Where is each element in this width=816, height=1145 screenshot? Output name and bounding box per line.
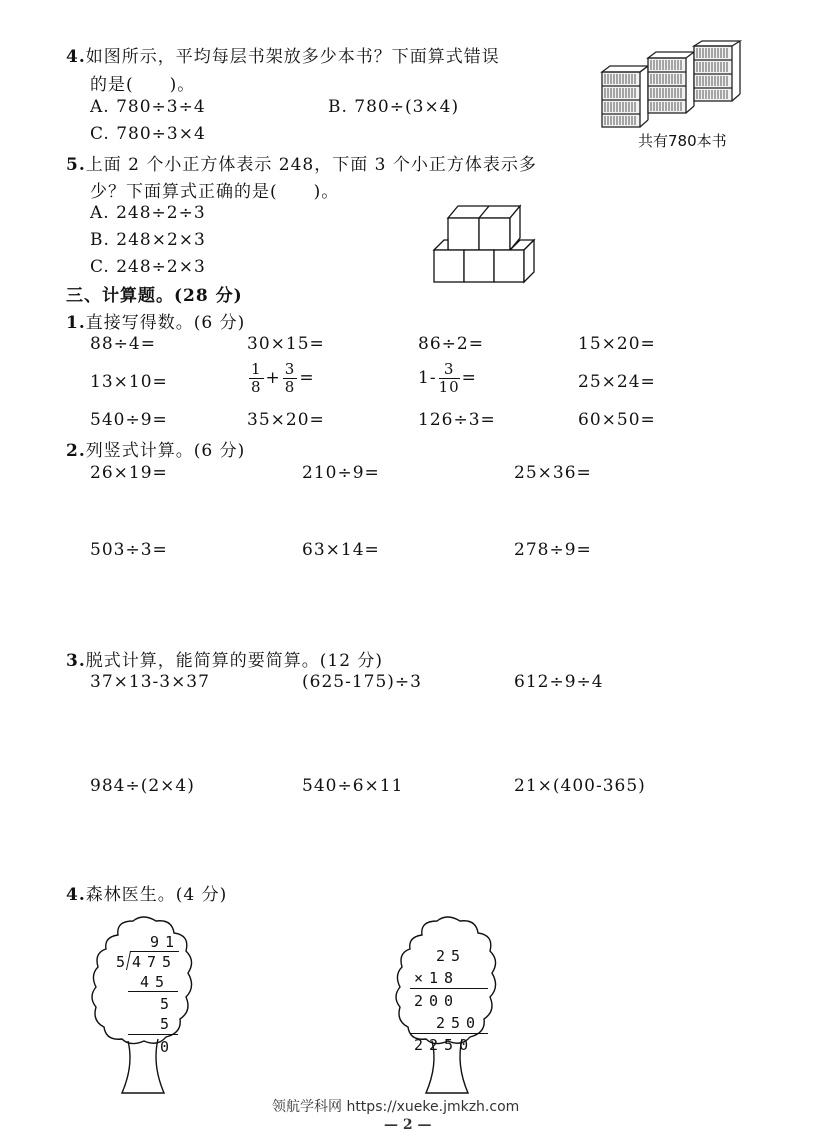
denominator: 8 <box>251 378 262 396</box>
p1-r3-c4: 60×50= <box>578 410 656 430</box>
q4-option-b[interactable]: B. 780÷(3×4) <box>328 97 460 117</box>
plus-sign: + <box>265 368 281 388</box>
q5-line2: 少？下面算式正确的是( )。 <box>90 182 340 202</box>
part2-number: 2. <box>66 441 86 461</box>
watermark[interactable]: 领航学科网 https://xueke.jmkzh.com <box>272 1099 520 1115</box>
divider-line <box>410 988 488 989</box>
p1-r1-c3: 86÷2= <box>418 334 484 354</box>
part3-heading <box>66 646 383 671</box>
tree1-quotient: 91 <box>150 933 181 951</box>
q4-line1 <box>66 42 500 67</box>
fraction-3-8 <box>283 361 298 396</box>
p1-r2-c3 <box>418 361 477 396</box>
one-minus: 1- <box>418 368 437 388</box>
bookshelf-caption: 共有780本书 <box>638 132 727 150</box>
p2-r2-c1: 503÷3= <box>90 540 168 560</box>
numerator: 1 <box>251 360 262 378</box>
q5-option-a[interactable]: A. 248÷2÷3 <box>90 203 206 223</box>
part1-title: 直接写得数。(6 分) <box>85 313 246 333</box>
p1-r3-c2: 35×20= <box>247 410 325 430</box>
q5-option-c[interactable]: C. 248÷2×3 <box>90 257 206 277</box>
p2-r1-c2: 210÷9= <box>302 463 380 483</box>
divider-line <box>410 1033 488 1034</box>
p3-r2-c3: 21×(400-365) <box>514 776 646 796</box>
divider-line <box>128 991 178 992</box>
tree2-partial1: 200 <box>414 992 460 1010</box>
p3-r1-c1: 37×13-3×37 <box>90 672 210 692</box>
tree1-dividend: 475 <box>132 953 178 971</box>
p1-r1-c1: 88÷4= <box>90 334 156 354</box>
p2-r2-c2: 63×14= <box>302 540 380 560</box>
p1-r2-c1: 13×10= <box>90 372 168 392</box>
fraction-3-10 <box>439 361 460 396</box>
part4-number: 4. <box>66 885 86 905</box>
tree-division <box>88 915 198 1105</box>
p3-r1-c2: (625-175)÷3 <box>302 672 422 692</box>
tree1-step2: 5 <box>160 995 176 1013</box>
p1-r1-c2: 30×15= <box>247 334 325 354</box>
tree1-step3: 5 <box>160 1015 176 1033</box>
tree1-divisor: 5 <box>116 953 132 971</box>
tree2-multiplier: ×18 <box>414 969 460 987</box>
part3-number: 3. <box>66 651 86 671</box>
page-number: — 2 — <box>384 1117 432 1133</box>
equals-sign: = <box>299 368 315 388</box>
divider-line <box>128 1034 178 1035</box>
numerator: 3 <box>439 361 460 379</box>
denominator: 10 <box>438 378 460 396</box>
p1-r1-c4: 15×20= <box>578 334 656 354</box>
p1-r2-c4: 25×24= <box>578 372 656 392</box>
part3-title: 脱式计算，能简算的要简算。(12 分) <box>85 651 384 671</box>
p3-r1-c3: 612÷9÷4 <box>514 672 604 692</box>
p2-r1-c3: 25×36= <box>514 463 592 483</box>
p3-r2-c1: 984÷(2×4) <box>90 776 195 796</box>
q5-option-b[interactable]: B. 248×2×3 <box>90 230 206 250</box>
equals-sign: = <box>461 368 477 388</box>
tree2-partial2: 250 <box>436 1014 482 1032</box>
p1-r2-c2 <box>247 361 315 396</box>
cubes-illustration <box>430 200 540 285</box>
tree-icon <box>392 915 502 1105</box>
part4-heading <box>66 880 227 905</box>
part1-number: 1. <box>66 313 86 333</box>
p1-r3-c1: 540÷9= <box>90 410 168 430</box>
q4-number: 4. <box>66 47 86 67</box>
q5-text: 上面 2 个小正方体表示 248，下面 3 个小正方体表示多 <box>85 155 537 175</box>
p3-r2-c2: 540÷6×11 <box>302 776 404 796</box>
part2-heading <box>66 436 245 461</box>
q4-text: 如图所示，平均每层书架放多少本书？下面算式错误 <box>85 47 500 67</box>
p1-r3-c3: 126÷3= <box>418 410 496 430</box>
tree2-top: 25 <box>436 947 467 965</box>
fraction-1-8 <box>249 361 264 396</box>
part1-heading <box>66 308 245 333</box>
denominator: 8 <box>284 378 296 396</box>
p2-r1-c1: 26×19= <box>90 463 168 483</box>
part2-title: 列竖式计算。(6 分) <box>85 441 246 461</box>
q4-option-a[interactable]: A. 780÷3÷4 <box>90 97 206 117</box>
q4-option-c[interactable]: C. 780÷3×4 <box>90 124 206 144</box>
tree-icon <box>88 915 198 1105</box>
bookshelf-icon <box>596 40 756 135</box>
numerator: 3 <box>284 360 296 378</box>
tree-multiplication <box>392 915 502 1105</box>
q5-line1 <box>66 150 537 175</box>
q5-number: 5. <box>66 155 86 175</box>
q4-line2: 的是( )。 <box>90 75 196 95</box>
section3-title: 三、计算题。(28 分) <box>66 286 243 306</box>
tree2-result: 2250 <box>414 1036 475 1054</box>
bookshelf-illustration <box>596 40 756 155</box>
tree1-remainder: 0 <box>160 1038 176 1056</box>
tree1-step1: 45 <box>140 973 171 991</box>
part4-title: 森林医生。(4 分) <box>85 885 228 905</box>
p2-r2-c3: 278÷9= <box>514 540 592 560</box>
